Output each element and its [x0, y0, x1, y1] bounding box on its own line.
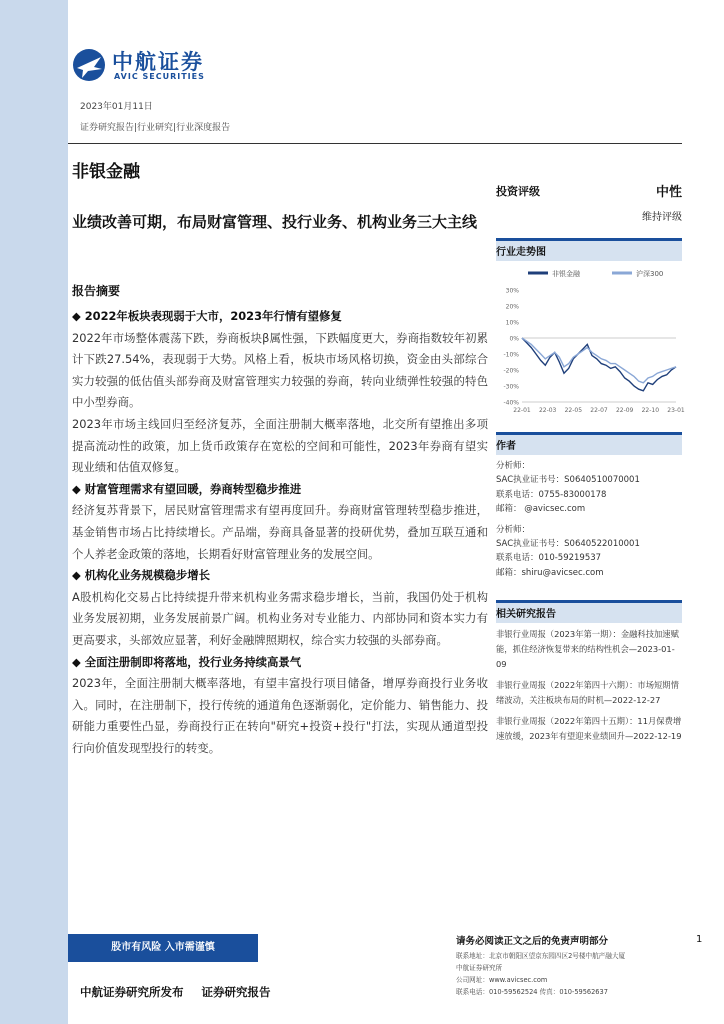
header-divider [68, 143, 682, 144]
x-tick-label: 22-10 [641, 407, 660, 414]
trend-title: 行业走势图 [496, 238, 682, 261]
legend-label: 非银金融 [552, 270, 580, 278]
authors-title: 作者 [496, 432, 682, 455]
x-tick-label: 22-05 [564, 407, 583, 414]
section-text: 2023年市场主线回归至经济复苏，全面注册制大概率落地，北交所有望推出多项提高流动性的政策，加上货币政策存在宽松的空间和可能性，2023年券商有望实现业绩和估值双修复。 [72, 416, 488, 475]
section-heading: ◆ 财富管理需求有望回暖，券商转型稳步推进 [72, 481, 302, 496]
related-section [496, 600, 682, 744]
rating-sub: 维持评级 [642, 212, 682, 223]
y-tick-label: 30% [505, 287, 519, 295]
authors-section [496, 432, 682, 580]
rating-value: 中性 [655, 185, 682, 200]
abstract-body [72, 306, 488, 759]
author-line: 联系电话：010-59219537 [496, 553, 602, 564]
section-text: 2023年，全面注册制大概率落地，有望丰富投行项目储备，增厚券商投行业务收入。同时，在注册制下，投行传统的通道角色逐渐弱化，定价能力、销售能力、投研能力重要性凸显，券商投行正在转向"研究+投资+投行"打法，实现从通道型投行向价值发现型投行的转变。 [72, 676, 488, 755]
contact-line: 中航证券研究所 [456, 964, 503, 972]
y-tick-label: 20% [505, 303, 519, 311]
y-tick-label: -10% [503, 351, 519, 359]
brand-name-en: AVIC SECURITIES [114, 72, 205, 81]
section-heading: ◆ 全面注册制即将落地，投行业务持续高景气 [72, 654, 302, 669]
contact-line: 联系电话：010-59562524 传真：010-59562637 [456, 988, 608, 996]
company-logo [72, 44, 252, 86]
author-line: SAC执业证书号：S0640522010001 [496, 539, 640, 550]
footer-publisher [80, 984, 289, 1000]
related-title: 相关研究报告 [496, 600, 682, 623]
report-headline: 业绩改善可期，布局财富管理、投行业务、机构业务三大主线 [72, 213, 478, 231]
related-report-link[interactable]: 非银行业周报（2022年第四十六期）：市场短期情绪波动，关注板块布局的时机—2022-12-27 [496, 680, 679, 705]
trend-chart-svg [496, 262, 685, 422]
page-number: 1 [696, 934, 703, 945]
disclaimer-note: 请务必阅读正文之后的免责声明部分 [456, 936, 609, 947]
section-text: 经济复苏背景下，居民财富管理需求有望再度回升。券商财富管理转型稳步推进，基金销售市场占比持续增长。产品端，券商具备显著的投研优势，叠加互联互通和个人养老金政策的落地，长期看好财富管理业务的发展空间。 [72, 503, 488, 561]
author-line: SAC执业证书号：S0640510070001 [496, 475, 640, 486]
x-tick-label: 22-07 [590, 407, 608, 414]
x-tick-label: 23-01 [667, 407, 685, 414]
related-report-link[interactable]: 非银行业周报（2023年第一期）：金融科技加速赋能，抓住经济恢复带来的结构性机会—2023-01-09 [496, 629, 679, 669]
avic-logo-icon [72, 48, 106, 82]
trend-chart [496, 262, 685, 422]
rating-label: 投资评级 [496, 185, 540, 198]
author-line: 邮箱： @avicsec.com [496, 504, 586, 515]
left-sidebar-band [0, 0, 68, 1024]
risk-warning-box: 股市有风险 入市需谨慎 [68, 934, 258, 962]
brand-name-cn: 中航证券 [112, 50, 204, 74]
publisher-name: 中航证券研究所发布 [80, 985, 184, 999]
related-report-link[interactable]: 非银行业周报（2022年第四十五期）：11月保费增速放缓，2023年有望迎来业绩回升—2022-12-19 [496, 716, 682, 741]
section-text: 2022年市场整体震荡下跌，券商板块β属性强，下跌幅度更大，券商指数较年初累计下跌27.54%，表现弱于大势。风格上看，板块市场风格切换，资金由头部综合实力较强的低估值头部券商及财富管理实力较强的券商，转向业绩弹性较强的特色中小型券商。 [72, 330, 488, 410]
x-tick-label: 22-01 [513, 407, 531, 414]
abstract-title: 报告摘要 [72, 284, 121, 298]
section-heading: ◆ 机构化业务规模稳步增长 [72, 568, 211, 583]
contact-line: 公司网址：www.avicsec.com [456, 976, 548, 984]
report-type: 证券研究报告|行业研究|行业深度报告 [80, 123, 231, 133]
legend-label: 沪深300 [636, 270, 664, 278]
contact-line: 联系地址：北京市朝阳区望京东园四区2号楼中航产融大厦 [456, 952, 626, 960]
y-tick-label: -40% [503, 399, 519, 407]
series-line [522, 338, 676, 391]
section-text: A股机构化交易占比持续提升带来机构业务需求稳步增长，当前，我国仍处于机构业务发展初期，业务发展前景广阔。机构业务对专业能力、内部协同和资本实力有更高要求，头部效应显著，利好金融牌照期权，综合实力较强的头部券商。 [72, 589, 488, 647]
publication-type: 证券研究报告 [201, 985, 271, 999]
x-tick-label: 22-03 [538, 407, 557, 414]
sector-title: 非银金融 [72, 162, 140, 182]
author-line: 分析师： [496, 524, 531, 535]
y-tick-label: 0% [509, 335, 519, 343]
y-tick-label: -30% [503, 383, 519, 391]
x-tick-label: 22-09 [615, 407, 634, 414]
author-line: 邮箱：shiru@avicsec.com [496, 567, 604, 578]
y-tick-label: -20% [503, 367, 519, 375]
author-line: 联系电话：0755-83000178 [496, 489, 607, 500]
report-date: 2023年01月11日 [80, 102, 153, 112]
section-heading: ◆ 2022年板块表现弱于大市，2023年行情有望修复 [72, 309, 342, 323]
trend-section [496, 238, 682, 261]
y-tick-label: 10% [505, 319, 519, 327]
author-line: 分析师： [496, 461, 531, 471]
